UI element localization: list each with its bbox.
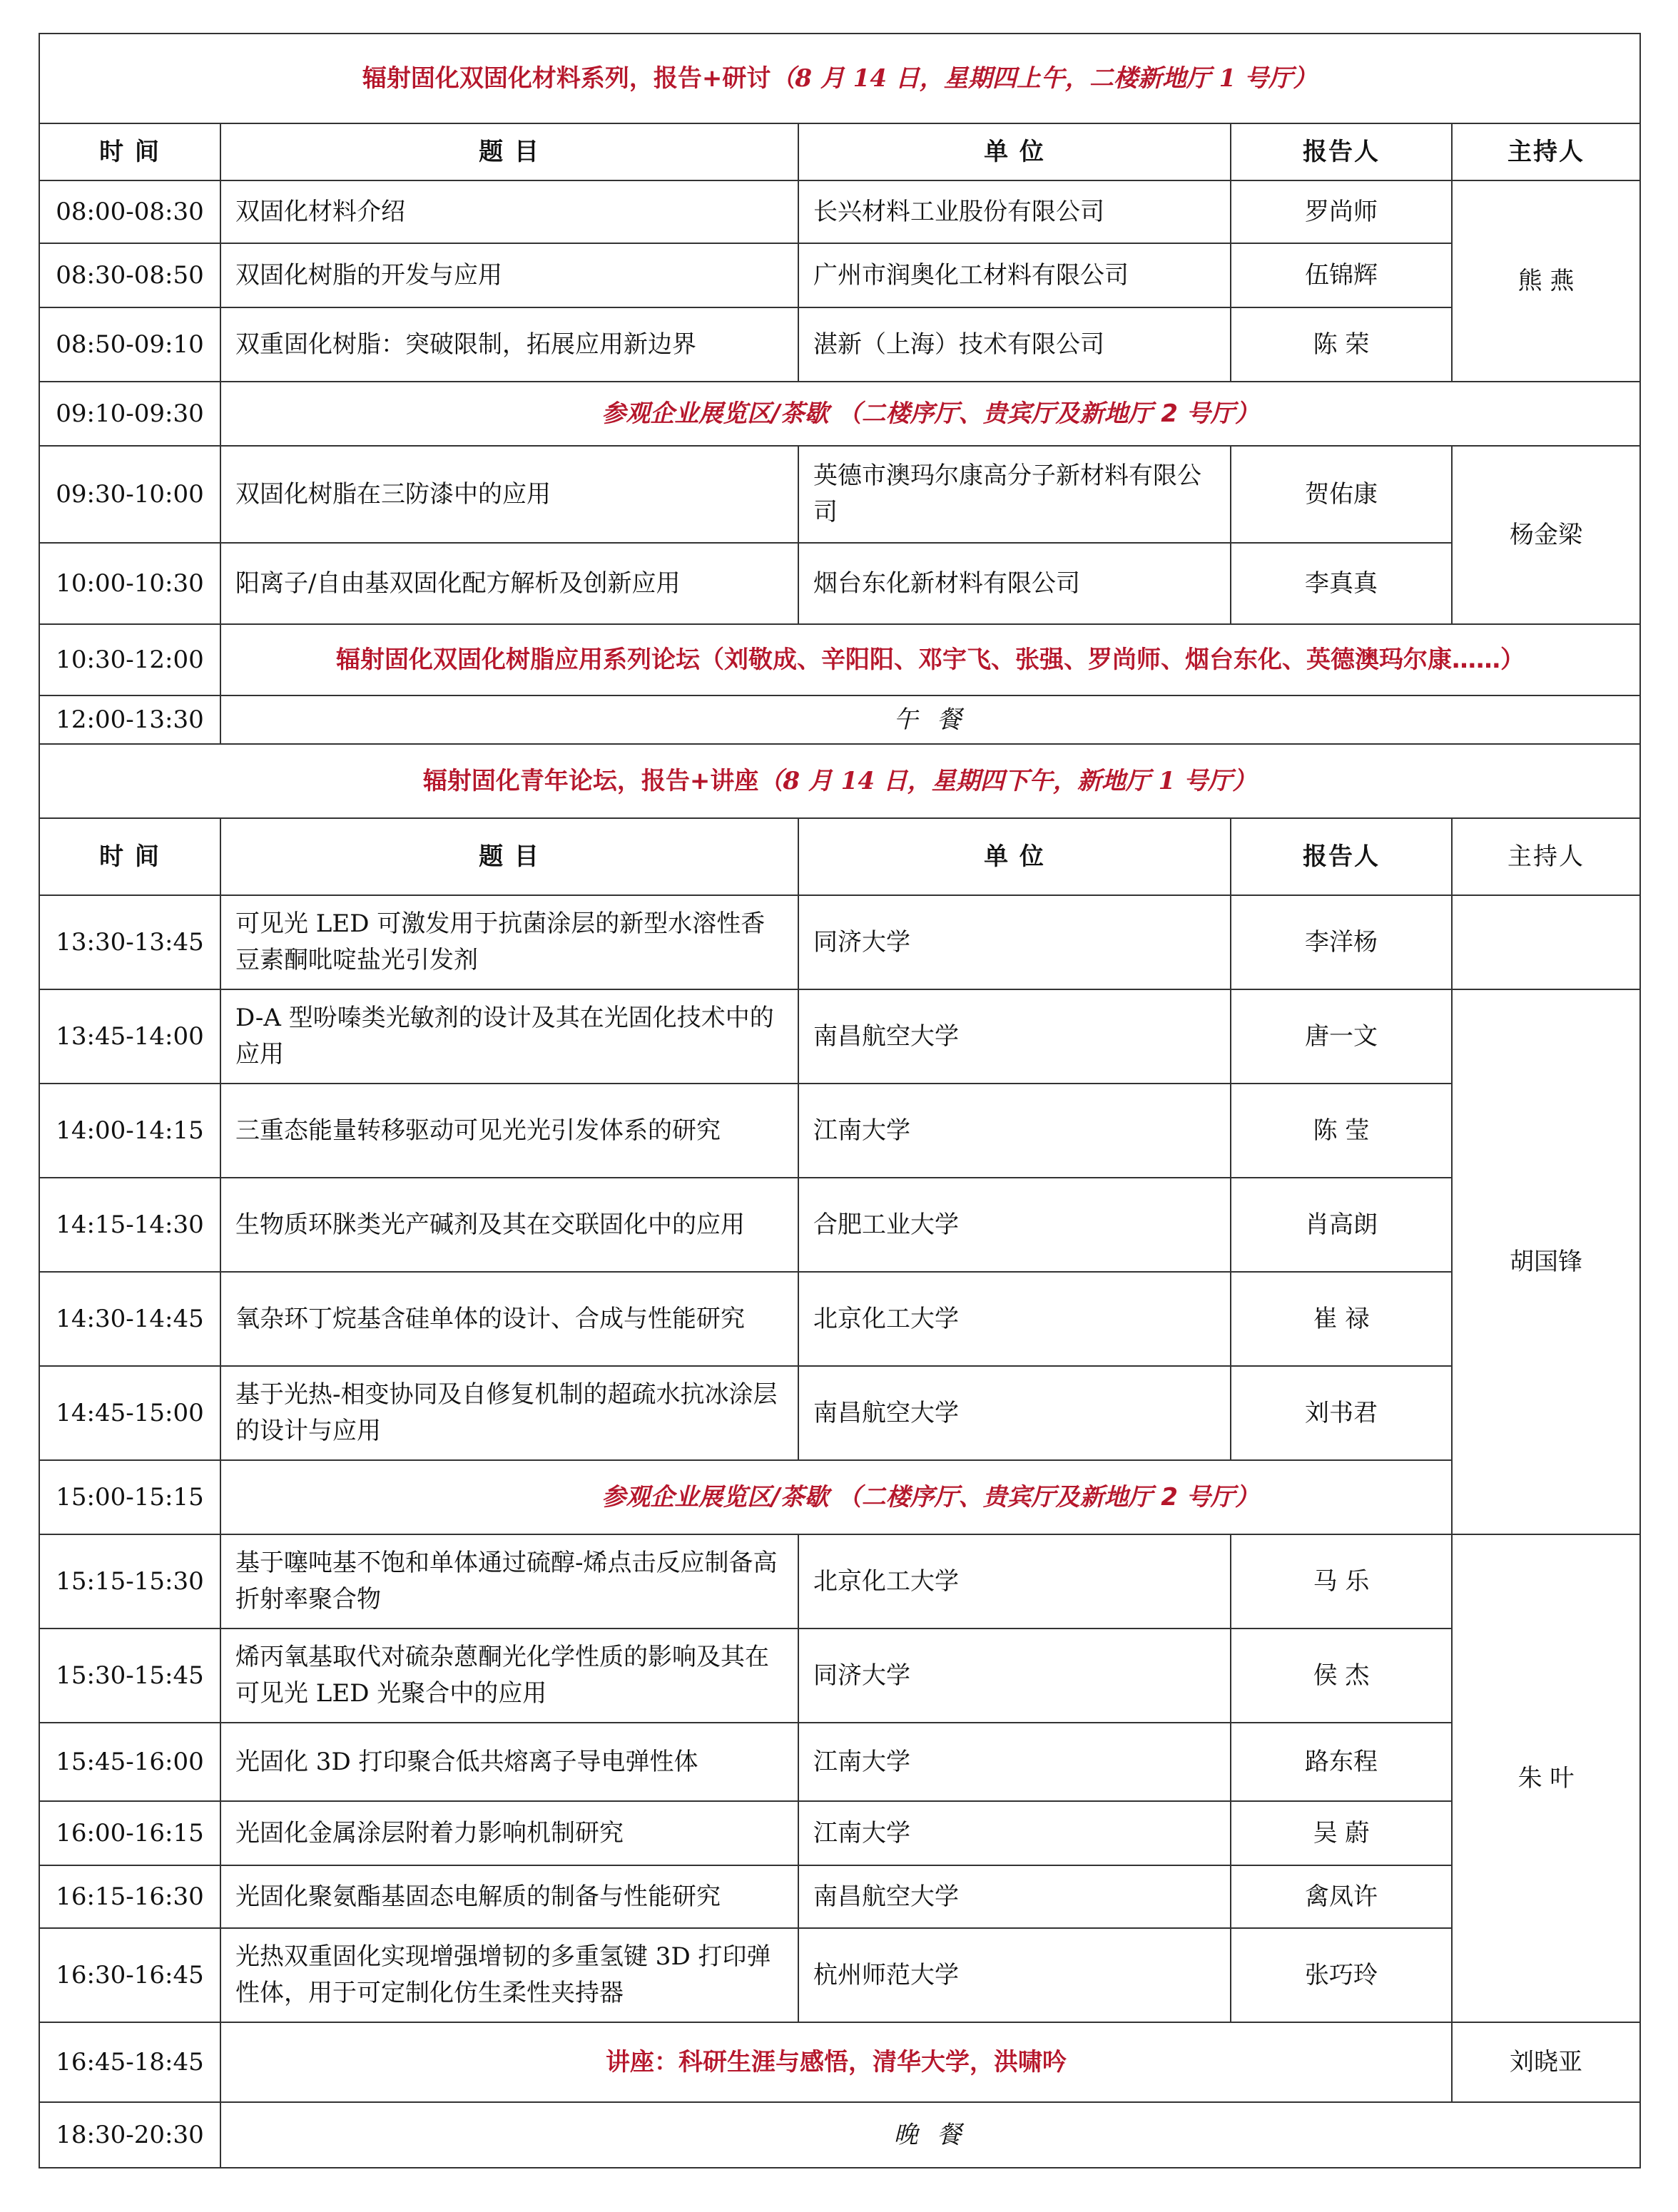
host-cell: 刘晓亚: [1452, 2022, 1640, 2102]
time-cell: 15:00-15:15: [39, 1460, 220, 1534]
time-cell: 09:30-10:00: [39, 446, 220, 543]
topic-cell: 可见光 LED 可激发用于抗菌涂层的新型水溶性香豆素酮吡啶盐光引发剂: [220, 895, 798, 989]
section-title-main: 辐射固化双固化材料系列，报告+研讨: [362, 63, 771, 93]
meal-row: [39, 2102, 1640, 2168]
speaker-cell: 禽凤许: [1231, 1865, 1452, 1928]
topic-cell: 氧杂环丁烷基含硅单体的设计、合成与性能研究: [220, 1272, 798, 1366]
topic-cell: 双重固化树脂：突破限制，拓展应用新边界: [220, 307, 798, 382]
host-cell: 熊 燕: [1452, 180, 1640, 382]
lecture-cell: 讲座：科研生涯与感悟，清华大学，洪啸吟: [220, 2022, 1452, 2102]
forum-row: [39, 624, 1640, 695]
section-title-row: [39, 34, 1640, 123]
table-row: [39, 1723, 1640, 1801]
time-cell: 08:00-08:30: [39, 180, 220, 243]
table-header-row: [39, 818, 1640, 895]
topic-cell: 光固化聚氨酯基固态电解质的制备与性能研究: [220, 1865, 798, 1928]
unit-cell: 南昌航空大学: [798, 989, 1231, 1084]
unit-cell: 江南大学: [798, 1084, 1231, 1178]
topic-cell: 基于噻吨基不饱和单体通过硫醇-烯点击反应制备高折射率聚合物: [220, 1534, 798, 1629]
unit-cell: 北京化工大学: [798, 1534, 1231, 1629]
unit-cell: 合肥工业大学: [798, 1178, 1231, 1272]
time-cell: 15:15-15:30: [39, 1534, 220, 1629]
unit-cell: 湛新（上海）技术有限公司: [798, 307, 1231, 382]
table-row: [39, 1629, 1640, 1723]
break-row: [39, 1460, 1640, 1534]
header-unit: 单 位: [798, 123, 1231, 180]
section-title: [39, 744, 1640, 818]
speaker-cell: 侯 杰: [1231, 1629, 1452, 1723]
table-row: [39, 1272, 1640, 1366]
speaker-cell: 李洋杨: [1231, 895, 1452, 989]
meal-cell: 午 餐: [220, 695, 1640, 744]
break-row: [39, 382, 1640, 446]
header-topic: 题 目: [220, 818, 798, 895]
table-row: [39, 1366, 1640, 1460]
speaker-cell: 陈 莹: [1231, 1084, 1452, 1178]
topic-cell: 烯丙氧基取代对硫杂蒽酮光化学性质的影响及其在可见光 LED 光聚合中的应用: [220, 1629, 798, 1723]
table-row: [39, 989, 1640, 1084]
topic-cell: 双固化树脂的开发与应用: [220, 243, 798, 307]
lecture-row: [39, 2022, 1640, 2102]
unit-cell: 南昌航空大学: [798, 1366, 1231, 1460]
host-cell: 胡国锋: [1452, 989, 1640, 1534]
table-row: [39, 895, 1640, 989]
time-cell: 18:30-20:30: [39, 2102, 220, 2168]
table-row: [39, 180, 1640, 243]
time-cell: 14:45-15:00: [39, 1366, 220, 1460]
topic-cell: 三重态能量转移驱动可见光光引发体系的研究: [220, 1084, 798, 1178]
unit-cell: 杭州师范大学: [798, 1928, 1231, 2022]
unit-cell: 江南大学: [798, 1723, 1231, 1801]
speaker-cell: 李真真: [1231, 543, 1452, 624]
unit-cell: 江南大学: [798, 1801, 1231, 1865]
time-cell: 16:30-16:45: [39, 1928, 220, 2022]
break-cell: 参观企业展览区/茶歇 （二楼序厅、贵宾厅及新地厅 2 号厅）: [220, 382, 1640, 446]
section-title-row: [39, 744, 1640, 818]
speaker-cell: 陈 荣: [1231, 307, 1452, 382]
table-row: [39, 1534, 1640, 1629]
unit-cell: 同济大学: [798, 895, 1231, 989]
time-cell: 08:50-09:10: [39, 307, 220, 382]
unit-cell: 北京化工大学: [798, 1272, 1231, 1366]
topic-cell: 双固化材料介绍: [220, 180, 798, 243]
time-cell: 14:30-14:45: [39, 1272, 220, 1366]
speaker-cell: 贺佑康: [1231, 446, 1452, 543]
time-cell: 08:30-08:50: [39, 243, 220, 307]
header-host: 主持人: [1452, 123, 1640, 180]
table-row: [39, 1084, 1640, 1178]
table-row: [39, 1928, 1640, 2022]
break-cell: 参观企业展览区/茶歇 （二楼序厅、贵宾厅及新地厅 2 号厅）: [220, 1460, 1640, 1534]
speaker-cell: 吴 蔚: [1231, 1801, 1452, 1865]
topic-cell: 光固化金属涂层附着力影响机制研究: [220, 1801, 798, 1865]
topic-cell: 基于光热-相变协同及自修复机制的超疏水抗冰涂层的设计与应用: [220, 1366, 798, 1460]
schedule-table: [39, 33, 1641, 2168]
unit-cell: 英德市澳玛尔康高分子新材料有限公司: [798, 446, 1231, 543]
table-row: [39, 1865, 1640, 1928]
time-cell: 10:00-10:30: [39, 543, 220, 624]
unit-cell: 烟台东化新材料有限公司: [798, 543, 1231, 624]
time-cell: 10:30-12:00: [39, 624, 220, 695]
header-time: 时 间: [39, 818, 220, 895]
time-cell: 13:45-14:00: [39, 989, 220, 1084]
speaker-cell: 刘书君: [1231, 1366, 1452, 1460]
header-speaker: 报告人: [1231, 123, 1452, 180]
section-title-detail: （8 月 14 日，星期四下午，新地厅 1 号厅）: [758, 766, 1257, 795]
speaker-cell: 伍锦辉: [1231, 243, 1452, 307]
header-unit: 单 位: [798, 818, 1231, 895]
table-row: [39, 307, 1640, 382]
forum-cell: 辐射固化双固化树脂应用系列论坛（刘敬成、辛阳阳、邓宇飞、张强、罗尚师、烟台东化、英德澳玛尔康……）: [220, 624, 1640, 695]
time-cell: 12:00-13:30: [39, 695, 220, 744]
header-host: 主持人: [1452, 818, 1640, 895]
host-cell-empty: [1452, 895, 1640, 989]
speaker-cell: 马 乐: [1231, 1534, 1452, 1629]
unit-cell: 长兴材料工业股份有限公司: [798, 180, 1231, 243]
topic-cell: 光热双重固化实现增强增韧的多重氢键 3D 打印弹性体，用于可定制化仿生柔性夹持器: [220, 1928, 798, 2022]
time-cell: 15:45-16:00: [39, 1723, 220, 1801]
time-cell: 09:10-09:30: [39, 382, 220, 446]
speaker-cell: 崔 禄: [1231, 1272, 1452, 1366]
meal-row: [39, 695, 1640, 744]
section-title-detail: （8 月 14 日，星期四上午，二楼新地厅 1 号厅）: [771, 63, 1318, 93]
time-cell: 16:45-18:45: [39, 2022, 220, 2102]
section-title-main: 辐射固化青年论坛，报告+讲座: [422, 766, 759, 795]
section-title: [39, 34, 1640, 123]
time-cell: 15:30-15:45: [39, 1629, 220, 1723]
table-row: [39, 543, 1640, 624]
host-cell: 朱 叶: [1452, 1534, 1640, 2022]
unit-cell: 广州市润奥化工材料有限公司: [798, 243, 1231, 307]
speaker-cell: 肖高朗: [1231, 1178, 1452, 1272]
time-cell: 13:30-13:45: [39, 895, 220, 989]
unit-cell: 同济大学: [798, 1629, 1231, 1723]
unit-cell: 南昌航空大学: [798, 1865, 1231, 1928]
topic-cell: D-A 型吩嗪类光敏剂的设计及其在光固化技术中的应用: [220, 989, 798, 1084]
speaker-cell: 路东程: [1231, 1723, 1452, 1801]
topic-cell: 光固化 3D 打印聚合低共熔离子导电弹性体: [220, 1723, 798, 1801]
meal-cell: 晚 餐: [220, 2102, 1640, 2168]
table-row: [39, 1801, 1640, 1865]
time-cell: 14:15-14:30: [39, 1178, 220, 1272]
topic-cell: 生物质环脒类光产碱剂及其在交联固化中的应用: [220, 1178, 798, 1272]
table-header-row: [39, 123, 1640, 180]
host-cell: 杨金梁: [1452, 446, 1640, 624]
table-row: [39, 243, 1640, 307]
header-topic: 题 目: [220, 123, 798, 180]
speaker-cell: 唐一文: [1231, 989, 1452, 1084]
topic-cell: 阳离子/自由基双固化配方解析及创新应用: [220, 543, 798, 624]
table-row: [39, 1178, 1640, 1272]
time-cell: 16:00-16:15: [39, 1801, 220, 1865]
speaker-cell: 张巧玲: [1231, 1928, 1452, 2022]
time-cell: 14:00-14:15: [39, 1084, 220, 1178]
header-speaker: 报告人: [1231, 818, 1452, 895]
time-cell: 16:15-16:30: [39, 1865, 220, 1928]
header-time: 时 间: [39, 123, 220, 180]
table-row: [39, 446, 1640, 543]
speaker-cell: 罗尚师: [1231, 180, 1452, 243]
topic-cell: 双固化树脂在三防漆中的应用: [220, 446, 798, 543]
